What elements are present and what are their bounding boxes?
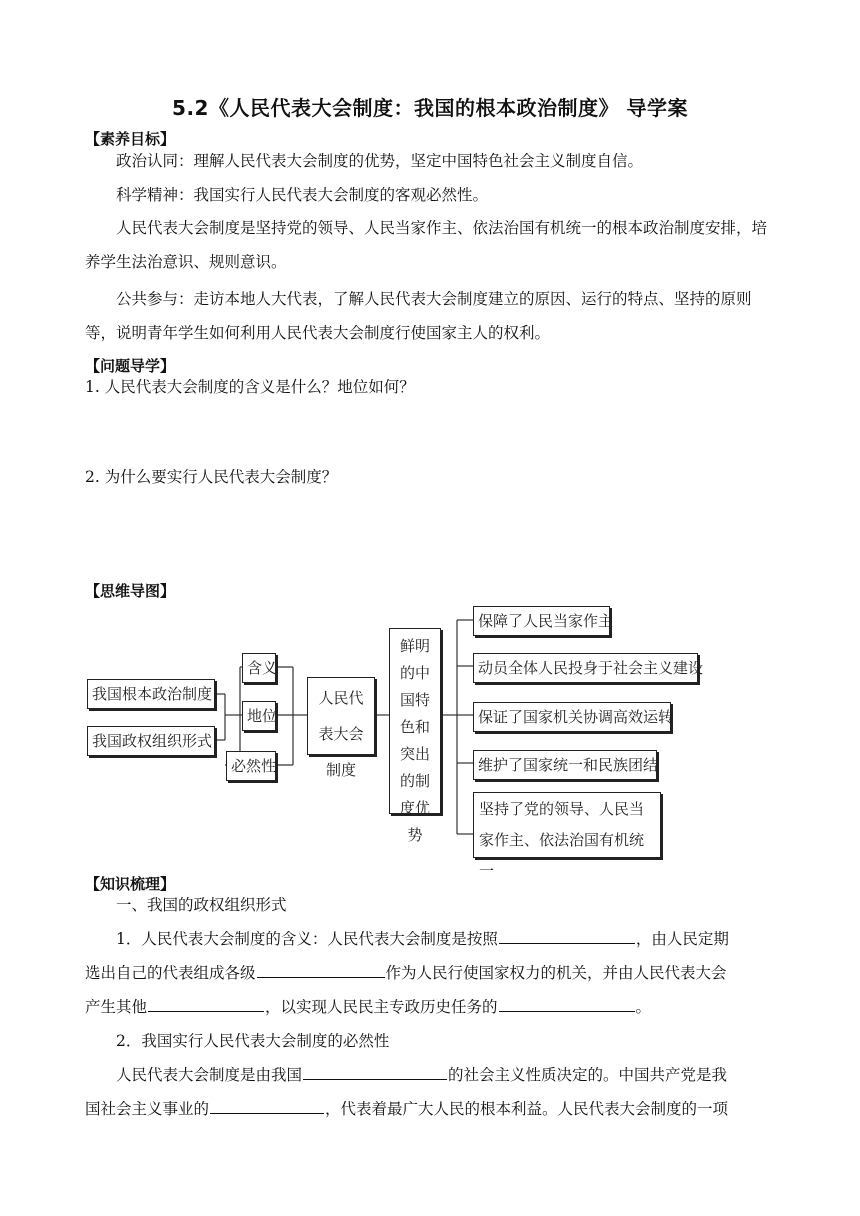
fill-text: 产生其他 <box>85 998 148 1016</box>
section-heading-mindmap: 【思维导图】 <box>85 582 176 600</box>
fill-text: 人民代表大会制度是由我国 <box>116 1066 303 1084</box>
mindmap-left-root: 我国政权组织形式 <box>87 726 215 756</box>
answer-blank[interactable] <box>210 1095 324 1114</box>
answer-blank[interactable] <box>499 993 635 1012</box>
knowledge-subheading: 一、我国的政权组织形式 <box>116 896 287 914</box>
goal-paragraph: 科学精神：我国实行人民代表大会制度的客观必然性。 <box>116 186 489 204</box>
mindmap-center-node: 人民代表大会制度 <box>307 677 375 755</box>
goal-paragraph: 公共参与：走访本地人大代表，了解人民代表大会制度建立的原因、运行的特点、坚持的原则等，说明青年学生如何利用人民代表大会制度行使国家主人的权利。 <box>85 290 752 342</box>
fill-text: 国社会主义事业的 <box>85 1100 210 1118</box>
fill-text: 作为人民行使国家权力的机关，并由人民代表大会 <box>385 964 727 982</box>
mindmap-middle-node: 含义 <box>242 653 276 683</box>
mindmap-right-node: 维护了国家统一和民族团结 <box>473 750 657 780</box>
answer-blank[interactable] <box>148 993 264 1012</box>
answer-blank[interactable] <box>303 1061 447 1080</box>
fill-text: ，以实现人民民主专政历史任务的 <box>265 998 498 1016</box>
fill-line <box>116 922 729 956</box>
document-title: 5.2《人民代表大会制度：我国的根本政治制度》 导学案 <box>172 96 688 120</box>
goal-paragraph: 人民代表大会制度是坚持党的领导、人民当家作主、依法治国有机统一的根本政治制度安排，培养学生法治意识、规则意识。 <box>85 219 768 271</box>
section-heading-knowledge: 【知识梳理】 <box>85 875 176 893</box>
fill-line <box>85 1092 728 1126</box>
fill-line <box>116 1058 727 1092</box>
mindmap-advantage-node: 鲜明的中国特色和突出的制度优势 <box>389 628 441 814</box>
mindmap-right-node: 保证了国家机关协调高效运转 <box>473 702 671 732</box>
fill-line <box>85 956 727 990</box>
fill-text: 1．人民代表大会制度的含义：人民代表大会制度是按照 <box>116 930 498 948</box>
section-heading-goals: 【素养目标】 <box>85 130 176 148</box>
answer-blank[interactable] <box>499 925 635 944</box>
mindmap-left-root: 我国根本政治制度 <box>87 679 215 709</box>
mindmap-right-node: 动员全体人民投身于社会主义建设 <box>473 653 698 683</box>
goal-paragraph: 政治认同：理解人民代表大会制度的优势，坚定中国特色社会主义制度自信。 <box>116 152 644 170</box>
knowledge-subheading: 2．我国实行人民代表大会制度的必然性 <box>116 1032 390 1050</box>
fill-text: ，代表着最广大人民的根本利益。人民代表大会制度的一项 <box>325 1100 729 1118</box>
fill-text: 的社会主义性质决定的。中国共产党是我 <box>448 1066 728 1084</box>
section-heading-questions: 【问题导学】 <box>85 357 176 375</box>
mind-map <box>85 602 705 880</box>
mindmap-middle-node: 必然性 <box>226 751 276 781</box>
answer-blank[interactable] <box>257 959 385 978</box>
fill-line <box>85 990 651 1024</box>
fill-text: 选出自己的代表组成各级 <box>85 964 256 982</box>
mindmap-right-node: 坚持了党的领导、人民当家作主、依法治国有机统一 <box>473 792 661 858</box>
fill-text: 。 <box>635 998 652 1016</box>
fill-text: ，由人民定期 <box>635 930 729 948</box>
question-1: 1. 人民代表大会制度的含义是什么？地位如何？ <box>85 378 415 396</box>
question-2: 2. 为什么要实行人民代表大会制度？ <box>85 468 338 486</box>
mindmap-middle-node: 地位 <box>242 701 276 731</box>
mindmap-right-node: 保障了人民当家作主 <box>473 606 610 636</box>
